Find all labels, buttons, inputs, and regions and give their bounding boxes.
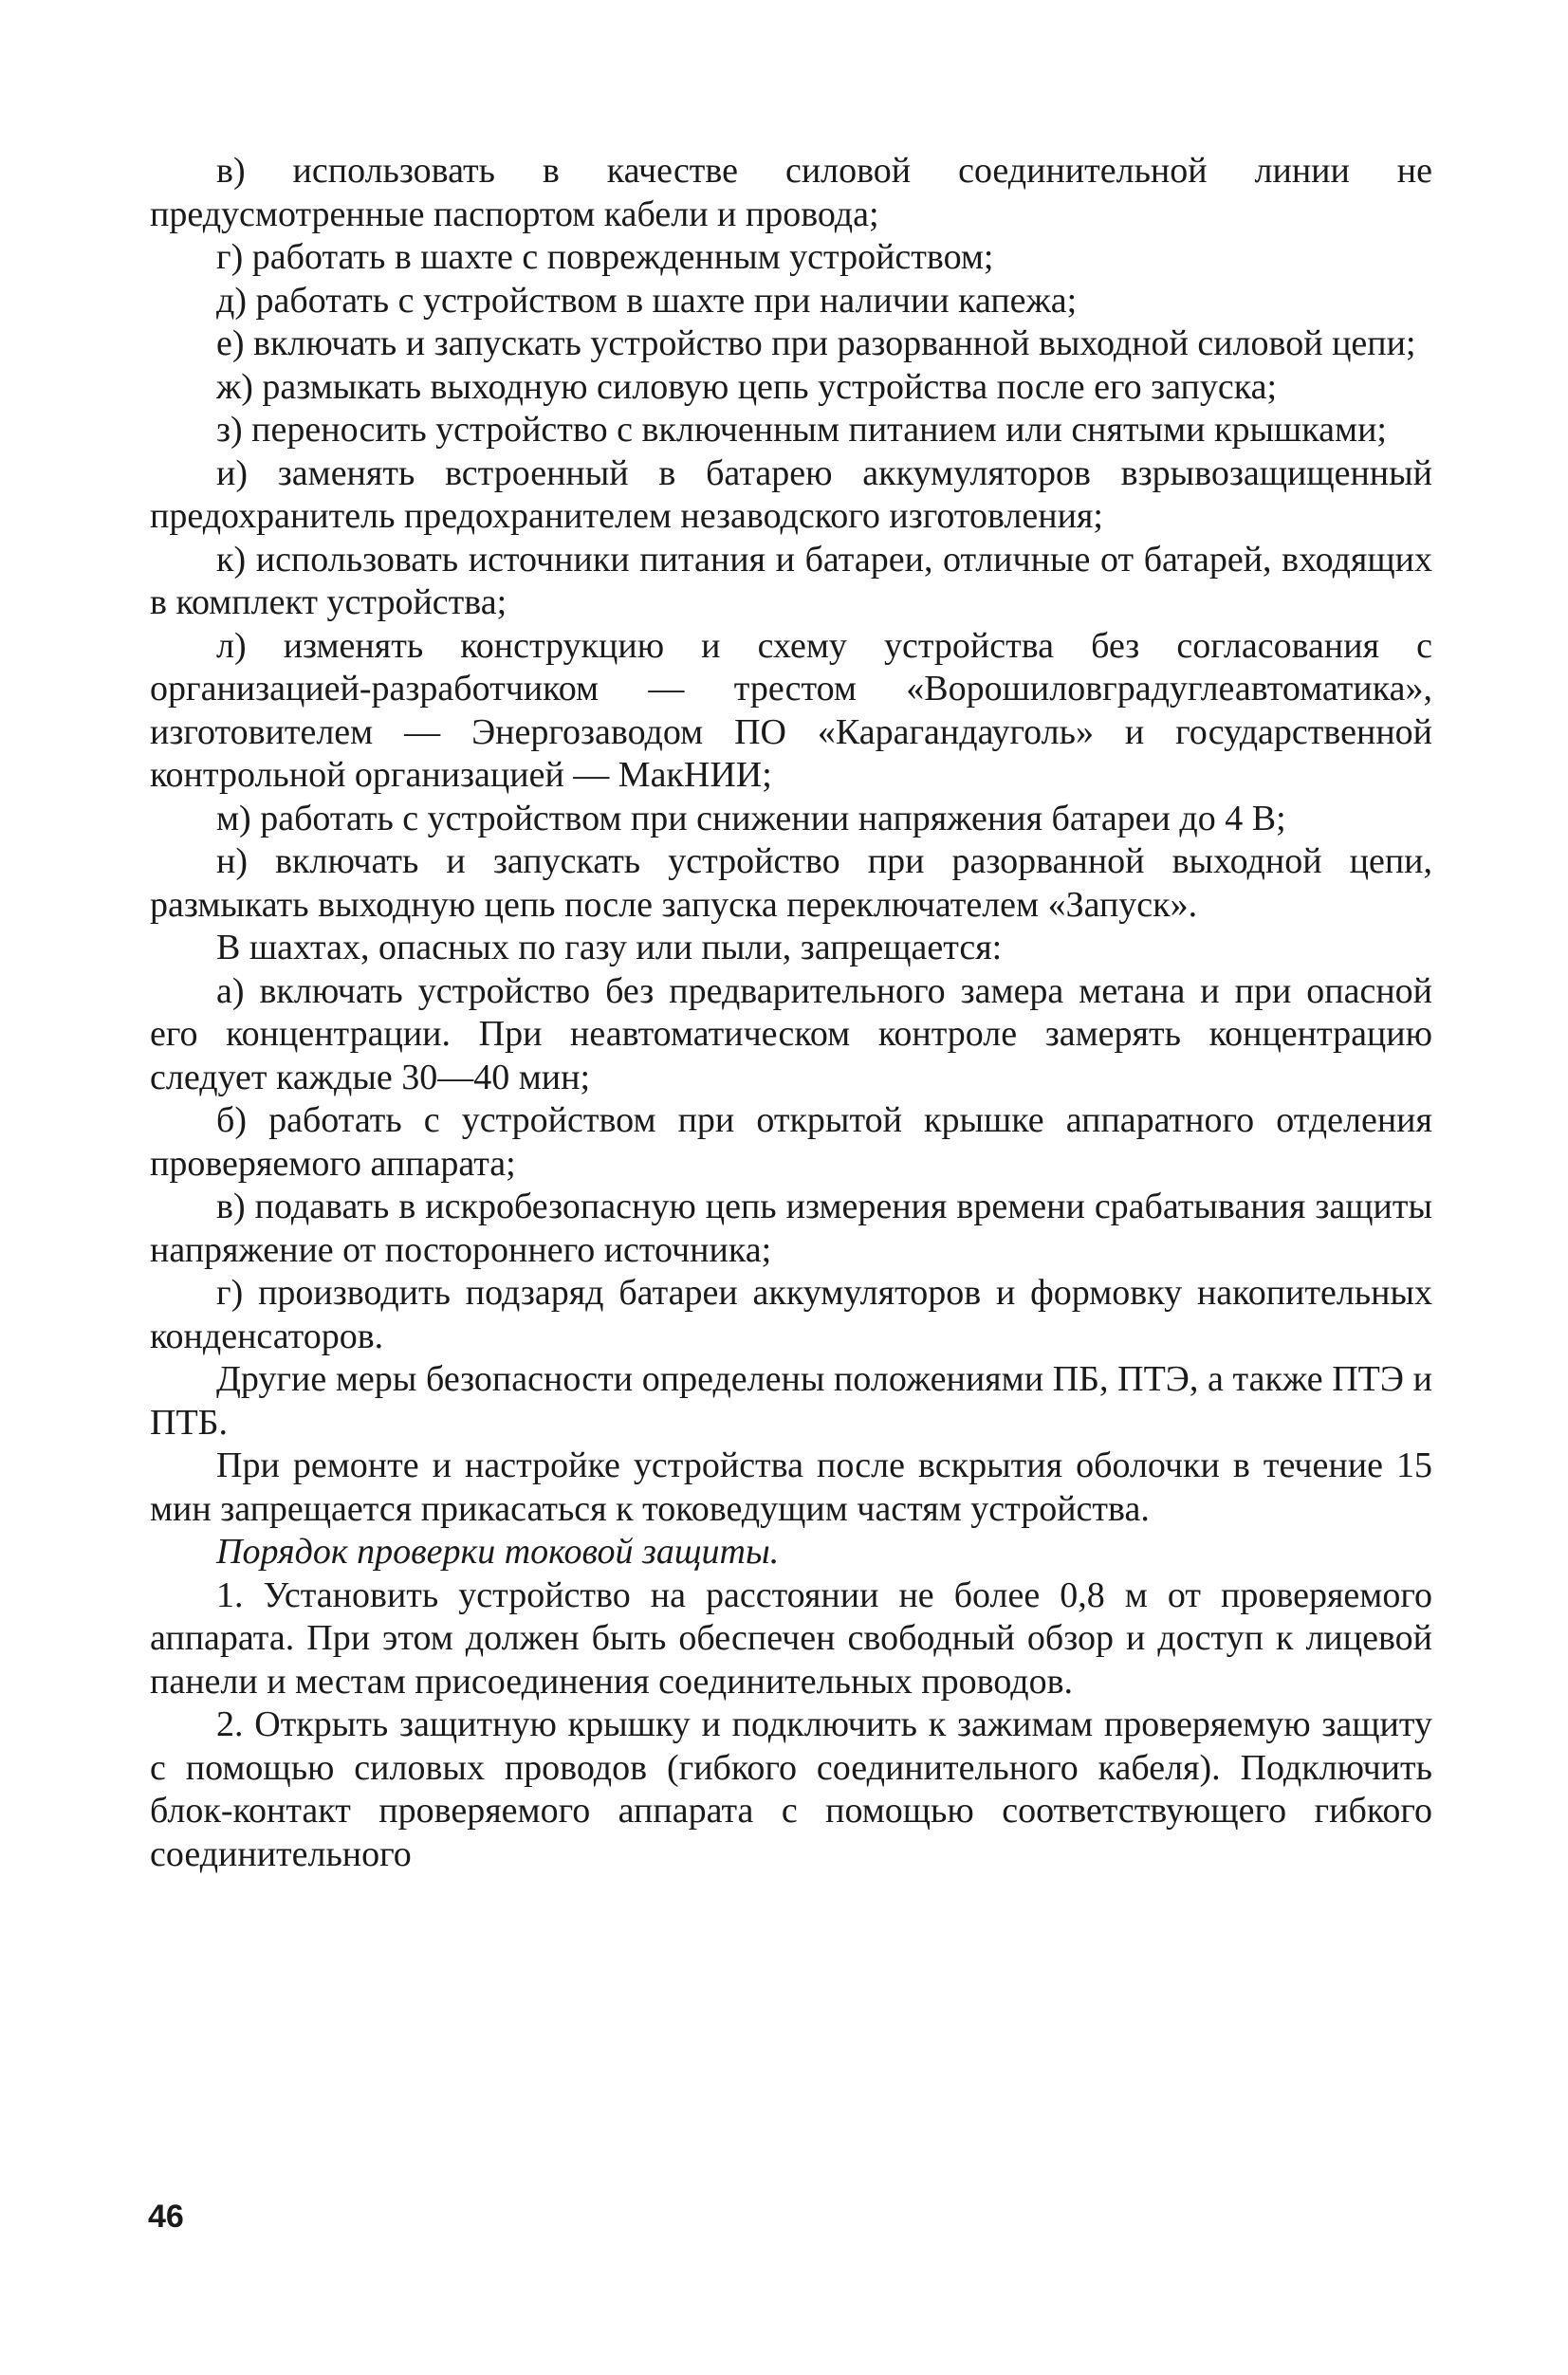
- step-2-connect: 2. Открыть защитную крышку и подключить к зажимам проверяемую защиту с помощью силовых проводов (гибкого соединительного кабеля). Подключить блок-контакт проверяемого аппарата с помощью соответствующего гибкого соединительного: [150, 1704, 1432, 1874]
- paragraph-d-dripping: д) работать с устройством в шахте при наличии капежа;: [216, 280, 1078, 321]
- paragraph-e-open-circuit: е) включать и запускать устройство при разорванной выходной силовой цепи;: [216, 323, 1416, 363]
- paragraph-l-design-change: л) изменять конструкцию и схему устройства без согласования с организацией-разработчиком — трестом «Ворошиловградуглеавтоматика», изготовителем — Энергозаводом ПО «Карагандауголь» и государственной контрольной организацией — МакНИИ;: [150, 625, 1432, 795]
- paragraph-n-start-switch: н) включать и запускать устройство при разорванной выходной цепи, размыкать выходную цепь после запуска переключателем «Запуск».: [150, 841, 1432, 925]
- paragraph-g-damaged: г) работать в шахте с поврежденным устройством;: [216, 237, 994, 277]
- paragraph-zh-disconnect: ж) размыкать выходную силовую цепь устройства после его запуска;: [216, 366, 1278, 407]
- paragraph-k-batteries: к) использовать источники питания и батареи, отличные от батарей, входящих в комплект устройства;: [150, 539, 1432, 622]
- section-heading-current-protection: Порядок проверки токовой защиты.: [216, 1532, 780, 1572]
- page-body: [150, 150, 1432, 1876]
- paragraph-a-methane: а) включать устройство без предварительного замера метана и при опасной его концентрации. При неавтоматическом контроле замерять концентрацию следует каждые 30—40 мин;: [150, 970, 1432, 1097]
- paragraph-v-external-voltage: в) подавать в искробезопасную цепь измерения времени срабатывания защиты напряжение от постороннего источника;: [150, 1187, 1432, 1270]
- paragraph-v-cable: в) использовать в качестве силовой соединительной линии не предусмотренные паспортом кабели и провода;: [150, 151, 1432, 234]
- paragraph-m-low-voltage: м) работать с устройством при снижении напряжения батареи до 4 В;: [216, 798, 1286, 838]
- paragraph-b-open-cover: б) работать с устройством при открытой крышке аппаратного отделения проверяемого аппарата;: [150, 1100, 1432, 1184]
- paragraph-z-carry: з) переносить устройство с включенным питанием или снятыми крышками;: [216, 410, 1387, 450]
- page-number: 46: [148, 2199, 184, 2235]
- paragraph-i-fuse: и) заменять встроенный в батарею аккумуляторов взрывозащищенный предохранитель предохранителем незаводского изготовления;: [150, 452, 1432, 536]
- paragraph-g-charging: г) производить подзаряд батареи аккумуляторов и формовку накопительных конденсаторов.: [150, 1273, 1432, 1356]
- paragraph-repair-wait: При ремонте и настройке устройства после вскрытия оболочки в течение 15 мин запрещается прикасаться к токоведущим частям устройства.: [150, 1445, 1432, 1529]
- paragraph-gas-mines-heading: В шахтах, опасных по газу или пыли, запрещается:: [216, 928, 1003, 967]
- paragraph-other-safety: Другие меры безопасности определены положениями ПБ, ПТЭ, а также ПТЭ и ПТБ.: [150, 1359, 1432, 1443]
- step-1-placement: 1. Установить устройство на расстоянии не более 0,8 м от проверяемого аппарата. При этом должен быть обеспечен свободный обзор и доступ к лицевой панели и местам присоединения соединительных проводов.: [150, 1574, 1432, 1702]
